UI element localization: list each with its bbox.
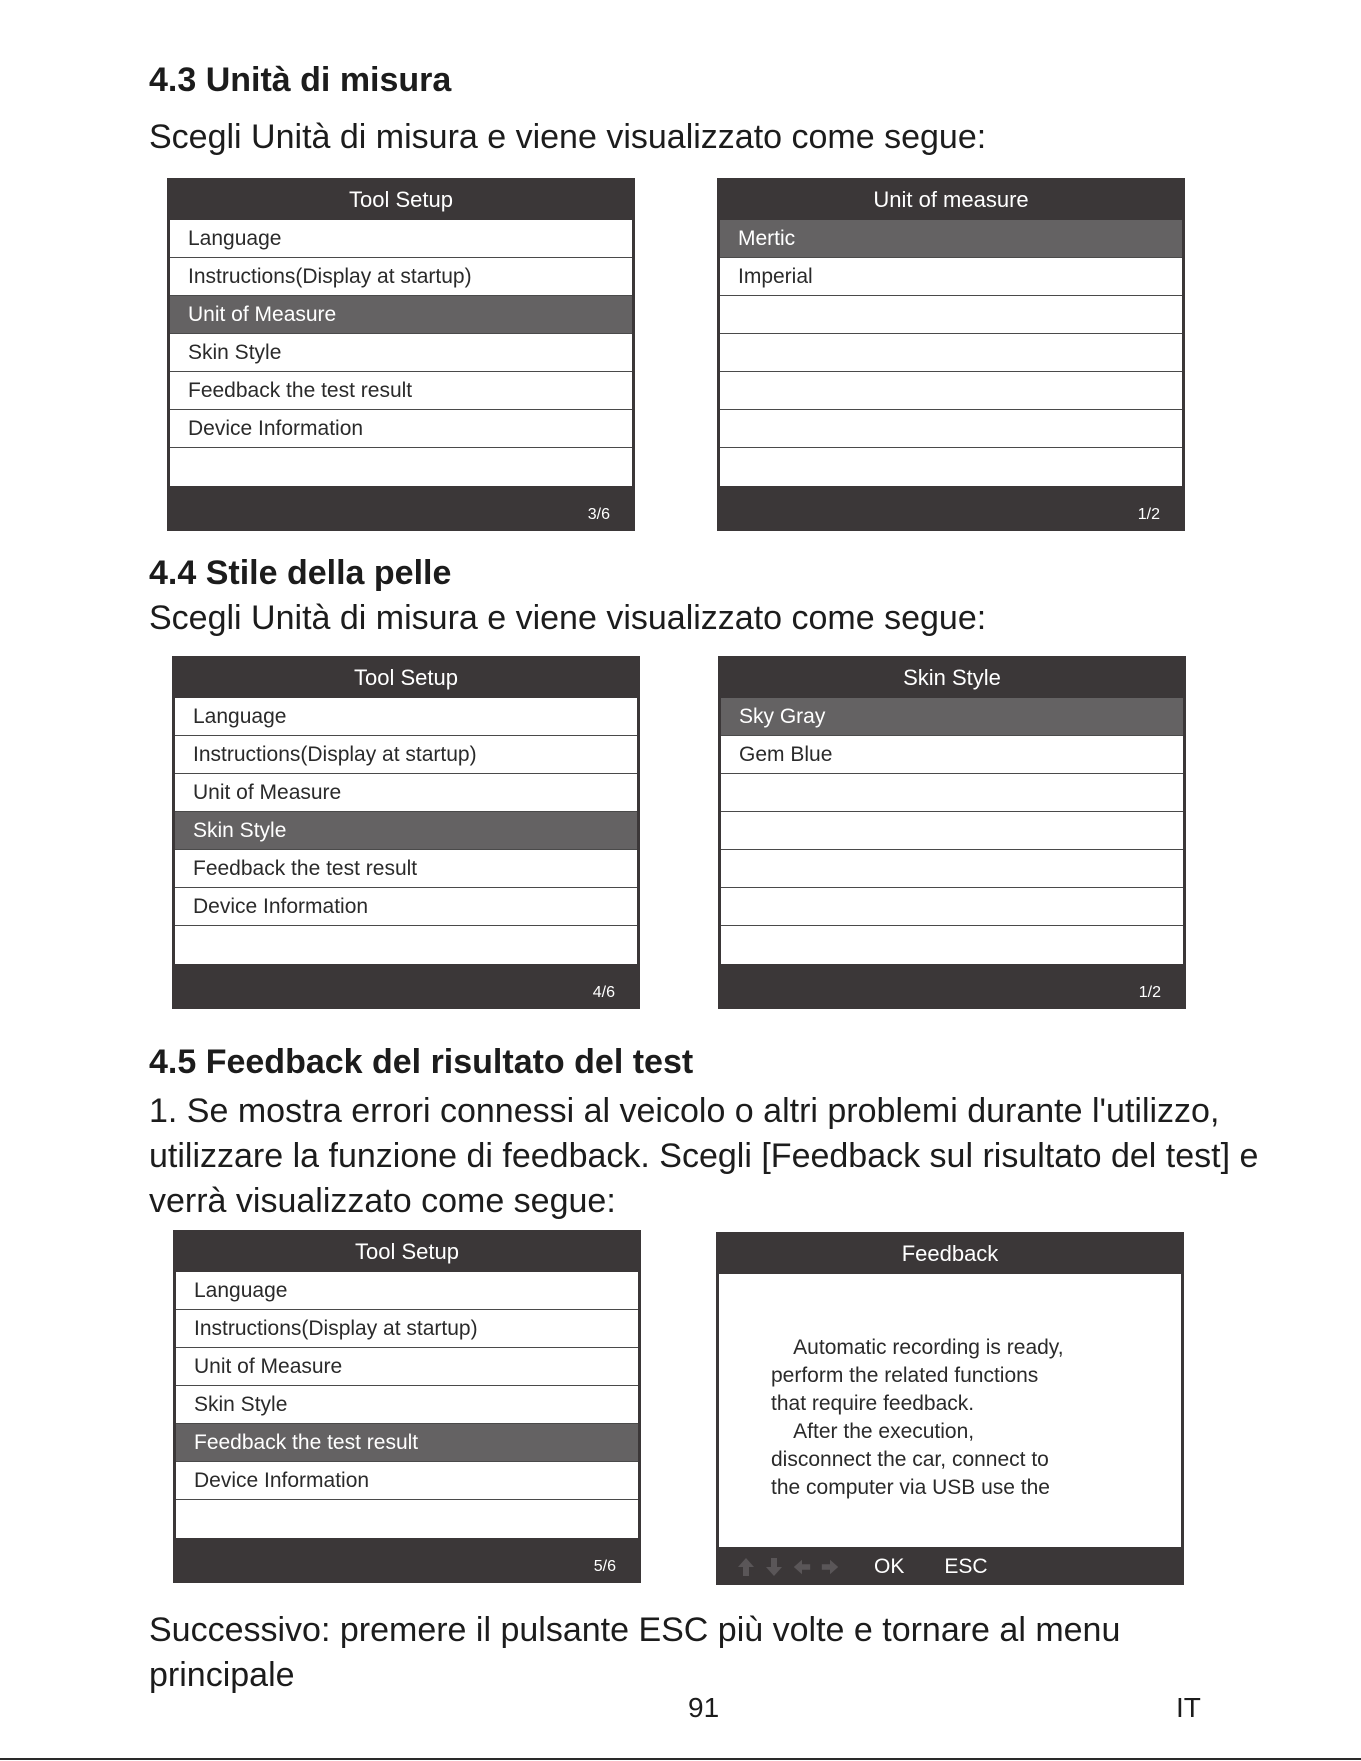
tool-setup-screen-4-4 xyxy=(172,656,640,1009)
screen-footer xyxy=(718,969,1186,1009)
menu-item-instructions[interactable]: Instructions(Display at startup) xyxy=(176,1310,638,1348)
menu-item-empty xyxy=(176,1500,638,1538)
option-sky-gray[interactable]: Sky Gray xyxy=(721,698,1183,736)
menu-item-feedback[interactable]: Feedback the test result xyxy=(170,372,632,410)
tool-setup-screen-4-3 xyxy=(167,178,635,531)
option-gem-blue[interactable]: Gem Blue xyxy=(721,736,1183,774)
menu-item-skin-style[interactable]: Skin Style xyxy=(175,812,637,850)
section-intro-4-3: Scegli Unità di misura e viene visualizzato come segue: xyxy=(149,118,987,156)
screen-footer xyxy=(717,491,1185,531)
screen-title: Unit of measure xyxy=(873,187,1029,212)
screen-title: Tool Setup xyxy=(355,1239,459,1264)
menu-item-instructions[interactable]: Instructions(Display at startup) xyxy=(170,258,632,296)
menu-list xyxy=(170,220,632,486)
tool-setup-screen-4-5 xyxy=(173,1230,641,1583)
option-empty xyxy=(720,448,1182,486)
navigation-bar xyxy=(736,1555,988,1579)
menu-list xyxy=(176,1272,638,1538)
page-indicator: 3/6 xyxy=(587,506,610,523)
feedback-body xyxy=(719,1274,1181,1547)
menu-item-language[interactable]: Language xyxy=(176,1272,638,1310)
menu-item-empty xyxy=(170,448,632,486)
page-bottom-rule xyxy=(0,1758,1361,1760)
menu-item-feedback[interactable]: Feedback the test result xyxy=(176,1424,638,1462)
option-metric[interactable]: Mertic xyxy=(720,220,1182,258)
menu-item-empty xyxy=(175,926,637,964)
menu-item-instructions[interactable]: Instructions(Display at startup) xyxy=(175,736,637,774)
screen-footer xyxy=(167,491,635,531)
menu-item-unit-of-measure[interactable]: Unit of Measure xyxy=(176,1348,638,1386)
page-indicator: 4/6 xyxy=(592,984,615,1001)
screen-title: Tool Setup xyxy=(349,187,453,212)
arrow-left-icon[interactable] xyxy=(792,1556,812,1578)
section-heading-4-3: 4.3 Unità di misura xyxy=(149,61,452,99)
ok-button[interactable]: OK xyxy=(874,1555,905,1578)
page-indicator: 1/2 xyxy=(1137,506,1160,523)
arrow-down-icon[interactable] xyxy=(764,1556,784,1578)
screen-title: Tool Setup xyxy=(354,665,458,690)
menu-item-device-information[interactable]: Device Information xyxy=(170,410,632,448)
arrow-right-icon[interactable] xyxy=(820,1556,840,1578)
option-list xyxy=(721,698,1183,964)
menu-item-skin-style[interactable]: Skin Style xyxy=(176,1386,638,1424)
menu-item-language[interactable]: Language xyxy=(175,698,637,736)
page-indicator: 1/2 xyxy=(1138,984,1161,1001)
section-intro-4-5: 1. Se mostra errori connessi al veicolo o altri problemi durante l'utilizzo, utilizzare la funzione di feedback. Scegli [Feedback sul risultato del test] e verrà visualizzato come segue: xyxy=(149,1092,1259,1220)
closing-instruction: Successivo: premere il pulsante ESC più volte e tornare al menu principale xyxy=(149,1611,1121,1694)
option-empty xyxy=(720,410,1182,448)
page-number: 91 xyxy=(688,1692,720,1723)
menu-list xyxy=(175,698,637,964)
section-intro-4-4: Scegli Unità di misura e viene visualizzato come segue: xyxy=(149,599,987,637)
option-empty xyxy=(720,296,1182,334)
page-indicator: 5/6 xyxy=(593,1558,616,1575)
screen-title: Skin Style xyxy=(903,665,1001,690)
option-empty xyxy=(721,926,1183,964)
menu-item-language[interactable]: Language xyxy=(170,220,632,258)
feedback-screen xyxy=(716,1232,1184,1585)
menu-item-device-information[interactable]: Device Information xyxy=(175,888,637,926)
option-empty xyxy=(721,888,1183,926)
esc-button[interactable]: ESC xyxy=(944,1555,988,1578)
menu-item-device-information[interactable]: Device Information xyxy=(176,1462,638,1500)
screen-footer xyxy=(172,969,640,1009)
arrow-up-icon[interactable] xyxy=(736,1556,756,1578)
option-empty xyxy=(721,812,1183,850)
feedback-message: Automatic recording is ready, perform the related functions that require feedback. After the execution, disconnect the car, connect to the computer via USB use the xyxy=(771,1336,1064,1499)
option-empty xyxy=(720,372,1182,410)
menu-item-unit-of-measure[interactable]: Unit of Measure xyxy=(175,774,637,812)
skin-style-screen xyxy=(718,656,1186,1009)
section-heading-4-4: 4.4 Stile della pelle xyxy=(149,554,452,592)
option-empty xyxy=(721,850,1183,888)
menu-item-feedback[interactable]: Feedback the test result xyxy=(175,850,637,888)
screen-footer xyxy=(173,1543,641,1583)
unit-of-measure-screen xyxy=(717,178,1185,531)
option-list xyxy=(720,220,1182,486)
section-heading-4-5: 4.5 Feedback del risultato del test xyxy=(149,1043,694,1081)
screen-title: Feedback xyxy=(901,1241,999,1266)
menu-item-unit-of-measure[interactable]: Unit of Measure xyxy=(170,296,632,334)
option-empty xyxy=(721,774,1183,812)
option-empty xyxy=(720,334,1182,372)
option-imperial[interactable]: Imperial xyxy=(720,258,1182,296)
menu-item-skin-style[interactable]: Skin Style xyxy=(170,334,632,372)
language-tag: IT xyxy=(1176,1692,1201,1723)
